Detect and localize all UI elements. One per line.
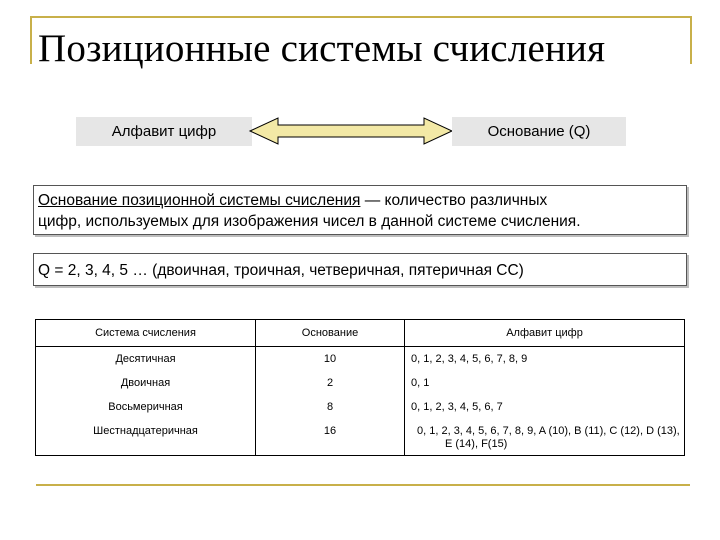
cell-alphabet xyxy=(405,419,685,456)
cell-system: Двоичная xyxy=(36,371,256,395)
table-row xyxy=(36,419,685,456)
header-system: Система счисления xyxy=(36,320,256,347)
table-header-row xyxy=(36,320,685,347)
frame-bottom-line xyxy=(36,484,690,486)
cell-alphabet: 0, 1 xyxy=(405,371,685,395)
frame-right-line xyxy=(690,16,692,64)
cell-system: Шестнадцатеричная xyxy=(36,419,256,456)
table-row xyxy=(36,371,685,395)
cell-base: 10 xyxy=(256,347,405,372)
cell-system: Восьмеричная xyxy=(36,395,256,419)
table-row xyxy=(36,347,685,372)
cell-base: 2 xyxy=(256,371,405,395)
cell-system: Десятичная xyxy=(36,347,256,372)
cell-base: 8 xyxy=(256,395,405,419)
definition-rest: — количество различных xyxy=(360,192,548,209)
alphabet-label: Алфавит цифр xyxy=(76,117,252,146)
cell-base: 16 xyxy=(256,419,405,456)
examples-text: Q = 2, 3, 4, 5 … (двоичная, троичная, четверичная, пятеричная СС) xyxy=(38,262,524,279)
base-label: Основание (Q) xyxy=(452,117,626,146)
definition-line2: цифр, используемых для изображения чисел в данной системе счисления. xyxy=(38,213,581,230)
table-row xyxy=(36,395,685,419)
examples-box xyxy=(33,253,687,286)
header-base: Основание xyxy=(256,320,405,347)
slide-title: Позиционные системы счисления xyxy=(38,27,606,70)
double-arrow-icon xyxy=(248,116,454,146)
frame-left-line xyxy=(30,16,32,64)
cell-alphabet: 0, 1, 2, 3, 4, 5, 6, 7 xyxy=(405,395,685,419)
cell-alphabet: 0, 1, 2, 3, 4, 5, 6, 7, 8, 9 xyxy=(405,347,685,372)
number-systems-table xyxy=(35,319,685,456)
definition-term: Основание позиционной системы счисления xyxy=(38,192,361,209)
cell-alphabet-text: 0, 1, 2, 3, 4, 5, 6, 7, 8, 9, A (10), B (11), C (12), D (13), E (14), F(15) xyxy=(417,425,680,450)
definition-box xyxy=(33,185,687,235)
frame-top-line xyxy=(30,16,692,18)
header-alphabet: Алфавит цифр xyxy=(405,320,685,347)
